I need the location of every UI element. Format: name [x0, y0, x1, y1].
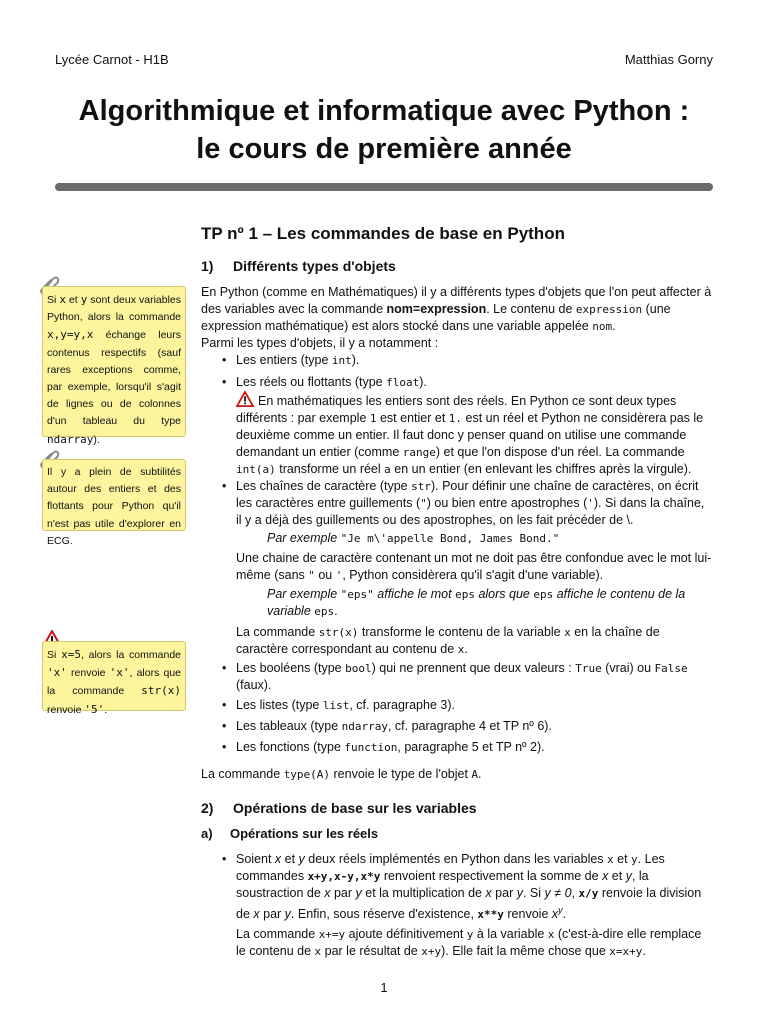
margin-note-str-warning: Si x=5, alors la commande 'x' renvoie 'x', alors que la commande str(x) renvoie '5'.: [42, 641, 186, 711]
margin-note-swap: Si x et y sont deux variables Python, alors la commande x,y=y,x échange leurs contenus respectifs (sauf rares exceptions comme, par exemple, lorsqu'il s'agit de lignes ou de colonnes d'un tableau du type ndarray).: [42, 286, 186, 437]
document-title: [40, 92, 728, 168]
section-2-title: Opérations de base sur les variables: [233, 800, 477, 816]
margin-note-subtleties: Il y a plein de subtilités autour des entiers et des flottants pour Python qu'il n'est pas utile d'explorer en ECG.: [42, 459, 186, 531]
str-x-command: La commande str(x) transforme le contenu de la variable x en la chaîne de caractère correspondant au contenu de x.: [236, 625, 660, 656]
subsection-a-heading: [201, 826, 378, 841]
subsection-a-title: Opérations sur les réels: [230, 826, 379, 841]
title-line-1: Algorithmique et informatique avec Python :: [78, 95, 690, 127]
title-rule: [55, 183, 713, 191]
section-1-number: 1): [201, 258, 214, 274]
example-bond: Par exemple "Je m\'appelle Bond, James Bond.": [267, 531, 560, 545]
page-number: 1: [380, 980, 388, 995]
section-2-heading: [201, 800, 477, 816]
str-note: Une chaine de caractère contenant un mot ne doit pas être confondue avec le mot lui-même (sans " ou ', Python considèrera qu'il s'agit d'une variable).: [236, 551, 712, 582]
example-eps: Par exemple "eps" affiche le mot eps alors que eps affiche le contenu de la variable eps.: [267, 587, 686, 618]
header-right: Matthias Gorny: [624, 52, 713, 67]
warning-int-float: En mathématiques les entiers sont des réels. En Python ce sont deux types différents : par exemple 1 est entier et 1. est un réel et Python ne considèrera pas le deuxième comme un entier. Il faut donc y penser quand on utilise une commande demandant un entier (comme range) et que l'on dispose d'un réel. La commande int(a) transforme un réel a en un entier (en enlevant les chiffres après la virgule).: [236, 391, 713, 478]
subsection-a-number: a): [201, 826, 213, 841]
header-left: Lycée Carnot - H1B: [55, 52, 169, 67]
increment-command: La commande x+=y ajoute définitivement y à la variable x (c'est-à-dire elle remplace le contenu de x par le résultat de x+y). Elle fait la même chose que x=x+y.: [236, 927, 702, 958]
type-command: La commande type(A) renvoie le type de l'objet A.: [201, 767, 482, 781]
section-1-heading: [201, 258, 396, 274]
title-line-2: le cours de première année: [196, 133, 572, 165]
section-1-title: Différents types d'objets: [233, 258, 396, 274]
tp-title: TP nº 1 – Les commandes de base en Python: [201, 224, 565, 243]
section-1-intro: En Python (comme en Mathématiques) il y a différents types d'objets que l'on peut affecter à des variables avec la commande nom=expression. Le contenu de expression (une expression mathématique) est alors stocké dans une variable appelée nom. Parmi les types d'objets, il y a notamment :: [201, 285, 712, 350]
section-2-number: 2): [201, 800, 214, 816]
warning-icon: [236, 391, 254, 407]
